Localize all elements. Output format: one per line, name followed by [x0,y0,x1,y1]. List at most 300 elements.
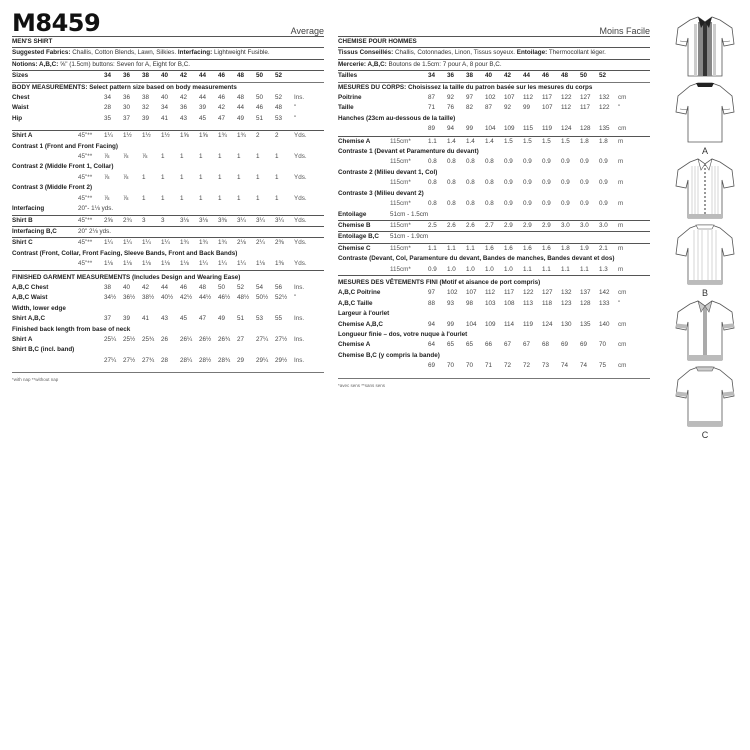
back-length-bc-label: Shirt B,C (incl. band) [12,346,75,354]
value-cell: 1¼ [218,260,227,268]
sizes-row-fr [338,71,650,81]
value-cell: 48 [237,94,245,102]
entoilage-bc [338,232,650,242]
value-cell: 1⅛ [123,260,132,268]
value-cell: ⅞ [104,173,110,181]
value-cell: 89 [428,125,436,133]
value-cell: 53 [275,114,283,122]
value-cell: 41 [161,114,169,122]
value-cell: 38 [104,283,112,291]
pattern-number: M8459 [12,9,101,37]
value-cell: 0.8 [447,179,456,187]
fabric-width: 45"** [78,260,93,268]
value-cell: 0.9 [504,200,513,208]
value-cell: 1.8 [580,137,589,145]
value-cell: 140 [599,320,610,328]
value-cell: 1.5 [504,137,513,145]
fabric-width: 115cm* [390,158,411,166]
value-cell: 104 [466,320,477,328]
suggested-fabrics-fr: Tissus Conseillés: Challis, Cotonnades, Linon, Tissus soyeux. Entoilage: Thermocollant léger. [338,49,606,57]
value-cell: 0.9 [561,158,570,166]
finished-heading: FINISHED GARMENT MEASUREMENTS (Includes Design and Wearing Ease) [12,273,241,281]
value-cell: 1¼ [142,239,151,247]
unit: Ins. [294,335,305,343]
value-cell: 43 [161,315,169,323]
contraste1-label: Contraste 1 (Devant et Paramenture du devant) [338,148,479,156]
value-cell: 2¾ [123,216,132,224]
value-cell: 69 [561,341,569,349]
value-cell: 88 [428,299,436,307]
value-cell: 1.6 [542,244,551,252]
row-label: Shirt A [12,335,33,343]
value-cell: 1½ [161,132,170,140]
notions-fr: Mercerie: A,B,C: Boutons de 1.5cm: 7 pour A, 8 pour B,C. [338,60,502,68]
value-cell: 42 [142,283,150,291]
value-cell: 94 [447,125,455,133]
unit: cm [618,320,627,328]
value-cell: 28¾ [218,356,231,364]
value-cell: 1⅛ [256,260,265,268]
size-cell: 46 [542,72,550,80]
size-cell: 46 [218,72,226,80]
value-cell: 87 [428,94,436,102]
value-cell: 0.8 [466,200,475,208]
fabric-width [78,283,104,293]
value-cell: 113 [523,299,534,307]
value-cell: 124 [561,125,572,133]
notions: Notions: A,B,C: ⅝" (1.5cm) buttons: Seven for A, Eight for B,C. [12,60,191,68]
value-cell: 99 [447,320,455,328]
row-label: Entoilage B,C [338,233,379,241]
value-cell: 50 [218,283,226,291]
value-cell: 135 [580,320,591,328]
value-cell: 46 [256,104,264,112]
value-cell: 1 [161,153,165,161]
value-cell: 3¼ [237,216,246,224]
size-cell: 36 [447,72,455,80]
sizes-row [12,71,324,81]
value-cell: 1.1 [466,244,475,252]
contrast2-label: Contrast 2 (Middle Front 1, Collar) [12,163,114,171]
row-label [338,199,390,209]
value-cell: 2⅝ [104,216,113,224]
value-cell: 75 [599,362,607,370]
row-value: 20"- 1⅛ yds. [78,205,114,213]
value-cell: 0.8 [447,200,456,208]
largeur-ourlet [338,320,650,330]
unit: Ins. [294,94,305,102]
value-cell: 72 [504,362,512,370]
value-cell: 0.9 [504,179,513,187]
english-column [12,10,324,382]
value-cell: 34 [104,94,112,102]
fabric-width [390,103,428,113]
shirt-a-front-illustration [668,14,742,80]
value-cell: 1.8 [561,244,570,252]
value-cell: 1.1 [428,244,437,252]
row-value: 51cm - 1.5cm [390,210,429,218]
difficulty-level-fr: Moins Facile [599,26,650,36]
size-cell: 34 [104,72,112,80]
size-cell: 42 [180,72,188,80]
value-cell: 29¼ [256,356,269,364]
contrast3-label: Contrast 3 (Middle Front 2) [12,184,93,192]
value-cell: 1 [275,173,279,181]
value-cell: 2¼ [256,239,265,247]
fabric-width [390,299,428,309]
value-cell: 92 [447,94,455,102]
value-cell: 0.8 [485,158,494,166]
value-cell: 26¼ [180,335,193,343]
size-cell: 44 [199,72,207,80]
value-cell: 49 [237,114,245,122]
value-cell: 1.0 [504,265,513,273]
row-label [338,124,390,134]
row-label: Poitrine [338,94,362,102]
value-cell: 55 [275,315,283,323]
value-cell: ⅞ [123,173,129,181]
unit: Yds. [294,260,307,268]
back-length-bc-label-fr: Chemise B,C (y compris la bande) [338,351,440,359]
metrage-chemise-c [338,244,650,254]
value-cell: 3.0 [561,221,570,229]
value-cell: 1.0 [447,265,456,273]
value-cell: 97 [428,289,436,297]
size-cell: 52 [275,72,283,80]
value-cell: 99 [523,104,531,112]
value-cell: ⅞ [123,194,129,202]
value-cell: 1.1 [561,265,570,273]
value-cell: 40 [123,283,131,291]
value-cell: 27¼ [104,356,117,364]
value-cell: 92 [504,104,512,112]
yardage-contrast-c [12,259,324,269]
value-cell: 26 [161,335,169,343]
value-cell: 0.8 [485,200,494,208]
value-cell: 1¼ [104,132,113,140]
value-cell: 2.5 [428,221,437,229]
difficulty-level: Average [290,26,324,36]
value-cell: 51 [256,114,264,122]
value-cell: 1½ [142,132,151,140]
value-cell: 0.9 [542,158,551,166]
value-cell: 1⅜ [275,260,284,268]
interfacing-bc [12,227,324,237]
value-cell: 124 [542,320,553,328]
value-cell: 0.9 [504,158,513,166]
unit: m [618,265,624,273]
value-cell: 115 [523,125,534,133]
value-cell: 1.0 [466,265,475,273]
value-cell: ⅞ [142,153,148,161]
value-cell: 82 [466,104,474,112]
value-cell: 1 [180,173,184,181]
unit: cm [618,289,627,297]
value-cell: 104 [485,125,496,133]
value-cell: 0.8 [466,158,475,166]
value-cell: 1.8 [599,137,608,145]
back-length-heading-fr: Longueur finie – dos, votre nuque à l'ourlet [338,330,468,338]
value-cell: 1.1 [447,244,456,252]
value-cell: 0.8 [447,158,456,166]
value-cell: 36 [180,104,188,112]
value-cell: ⅞ [104,194,110,202]
entoilage-a [338,210,650,220]
value-cell: 0.9 [523,158,532,166]
unit: m [618,179,624,187]
back-length-a [12,335,324,345]
value-cell: 1¼ [199,260,208,268]
yardage-contrast2 [12,173,324,183]
unit: Ins. [294,315,305,323]
value-cell: 73 [542,362,550,370]
value-cell: 2⅜ [275,239,284,247]
back-length-heading: Finished back length from base of neck [12,325,131,333]
row-label [338,178,390,188]
value-cell: 2.7 [485,221,494,229]
contraste3-label: Contraste 3 (Milieu devant 2) [338,189,424,197]
size-cell: 48 [237,72,245,80]
row-label: Sizes [12,72,29,80]
row-label [12,194,78,204]
value-cell: 128 [580,125,591,133]
body-row-chest [12,93,324,103]
metrage-chemise-b [338,221,650,231]
row-label: Chemise A,B,C [338,320,383,328]
body-measurements-heading-fr: MESURES DU CORPS: Choisissez la taille du patron basée sur les mesures du corps [338,83,593,91]
body-row-poitrine [338,93,650,103]
value-cell: 42 [180,94,188,102]
value-cell: 2 [256,132,260,140]
unit: " [618,299,621,307]
value-cell: 32 [142,104,150,112]
value-cell: 1 [199,153,203,161]
value-cell: 112 [523,94,534,102]
width-lower-edge [12,314,324,324]
value-cell: 56 [275,283,283,291]
value-cell: 1¼ [237,260,246,268]
metrage-chemise-a [338,137,650,147]
value-cell: 76 [447,104,455,112]
back-length-bc [12,356,324,366]
value-cell: 122 [561,94,572,102]
value-cell: 87 [485,104,493,112]
value-cell: 128 [580,299,591,307]
value-cell: 1.9 [580,244,589,252]
value-cell: 28 [161,356,169,364]
value-cell: 1¾ [199,239,208,247]
fabric-width [390,361,428,371]
value-cell: 26¾ [218,335,231,343]
size-cell: 36 [123,72,131,80]
fabric-width [78,356,104,366]
value-cell: 0.9 [580,179,589,187]
body-row-hanches [338,124,650,134]
value-cell: 74 [580,362,588,370]
view-illustrations [668,14,742,440]
row-label: A,B,C Chest [12,283,49,291]
unit: m [618,200,624,208]
value-cell: 40 [161,94,169,102]
row-label: Shirt A,B,C [12,315,46,323]
finished-chest [12,283,324,293]
value-cell: 43 [180,114,188,122]
row-label [338,265,390,275]
shirt-b-front-illustration [668,156,742,222]
value-cell: 1 [161,194,165,202]
value-cell: 1¾ [237,132,246,140]
fabric-width: 45"** [78,216,93,224]
value-cell: 1.1 [523,265,532,273]
value-cell: 71 [428,104,436,112]
value-cell: 25¾ [142,335,155,343]
value-cell: 2 [275,132,279,140]
fabric-width: 45"** [78,153,93,161]
value-cell: 1 [256,173,260,181]
value-cell: 0.8 [428,158,437,166]
value-cell: 107 [542,104,553,112]
value-cell: 122 [599,104,610,112]
yardage-shirt-b [12,216,324,226]
unit: cm [618,125,627,133]
value-cell: 122 [523,289,534,297]
value-cell: 0.9 [561,200,570,208]
value-cell: 2.9 [504,221,513,229]
value-cell: 1.5 [561,137,570,145]
fabric-width [78,314,104,324]
unit: " [294,104,297,112]
size-cell: 38 [466,72,474,80]
fabric-width [390,340,428,350]
row-label [338,157,390,167]
value-cell: 1¾ [180,239,189,247]
metrage-contraste-c [338,265,650,275]
row-label: Chest [12,94,30,102]
interfacing-a [12,204,324,214]
fabric-width [390,320,428,330]
value-cell: 26½ [199,335,212,343]
value-cell: 1 [256,153,260,161]
row-label: A,B,C Poitrine [338,289,381,297]
value-cell: 0.9 [523,179,532,187]
value-cell: 2.6 [466,221,475,229]
value-cell: 0.8 [466,179,475,187]
size-cell: 40 [161,72,169,80]
unit: Yds. [294,216,307,224]
yardage-shirt-c [12,238,324,248]
value-cell: 45 [199,114,207,122]
value-cell: 99 [466,125,474,133]
value-cell: 0.9 [599,179,608,187]
value-cell: 1¼ [123,239,132,247]
row-label [12,173,78,183]
unit: " [618,104,621,112]
value-cell: 0.9 [428,265,437,273]
value-cell: 65 [466,341,474,349]
row-value: 51cm - 1.9cm [390,233,429,241]
value-cell: 0.8 [485,179,494,187]
value-cell: 41 [142,315,150,323]
value-cell: 0.9 [599,200,608,208]
longueur-chemise-bc [338,361,650,371]
fabric-width [78,103,104,113]
value-cell: 28 [104,104,112,112]
unit: " [294,114,297,122]
value-cell: 0.9 [523,200,532,208]
value-cell: 46 [218,94,226,102]
unit: m [618,221,624,229]
value-cell: 25¼ [104,335,117,343]
value-cell: 107 [504,94,515,102]
row-label: A,B,C Taille [338,299,373,307]
fabric-width [78,114,104,124]
value-cell: 3⅜ [218,216,227,224]
finished-taille [338,299,650,309]
size-cell: 44 [523,72,531,80]
value-cell: 3.0 [599,221,608,229]
finished-waist [12,293,324,303]
finished-poitrine [338,288,650,298]
value-cell: 40½ [161,294,174,302]
fabric-width: 115cm* [390,179,411,187]
value-cell: 54 [256,283,264,291]
value-cell: 1¾ [218,132,227,140]
value-cell: 48½ [237,294,250,302]
value-cell: 1.6 [504,244,513,252]
value-cell: 1⅛ [161,260,170,268]
value-cell: 0.9 [599,158,608,166]
value-cell: 68 [542,341,550,349]
value-cell: 72 [523,362,531,370]
fabric-width: 45"** [78,194,93,202]
value-cell: 48 [275,104,283,112]
row-label: Chemise A [338,137,371,145]
value-cell: 46½ [218,294,231,302]
value-cell: 0.8 [428,179,437,187]
value-cell: 112 [485,289,496,297]
value-cell: 52 [275,94,283,102]
yardage-contrast1 [12,152,324,162]
metrage-contraste2 [338,178,650,188]
value-cell: 3¼ [256,216,265,224]
title-row [12,10,324,36]
unit: Yds. [294,194,307,202]
value-cell: 44 [199,94,207,102]
contrast-c-label: Contrast (Front, Collar, Front Facing, Sleeve Bands, Front and Back Bands) [12,249,238,257]
value-cell: 2.9 [523,221,532,229]
value-cell: 64 [428,341,436,349]
row-label [338,361,390,371]
view-c-label: C [701,430,709,440]
value-cell: 71 [485,362,493,370]
value-cell: 102 [485,94,496,102]
french-column [338,10,650,388]
value-cell: 1.4 [447,137,456,145]
hip-label-fr: Hanches (23cm au-dessous de la taille) [338,114,456,122]
value-cell: 103 [485,299,496,307]
row-label: Taille [338,104,354,112]
value-cell: 118 [542,299,553,307]
value-cell: 0.9 [542,179,551,187]
row-label: Chemise B [338,221,371,229]
value-cell: 127 [542,289,553,297]
value-cell: 67 [523,341,531,349]
value-cell: 35 [104,114,112,122]
value-cell: 3.0 [580,221,589,229]
value-cell: 52½ [275,294,288,302]
value-cell: 130 [561,320,572,328]
value-cell: 1¼ [104,239,113,247]
